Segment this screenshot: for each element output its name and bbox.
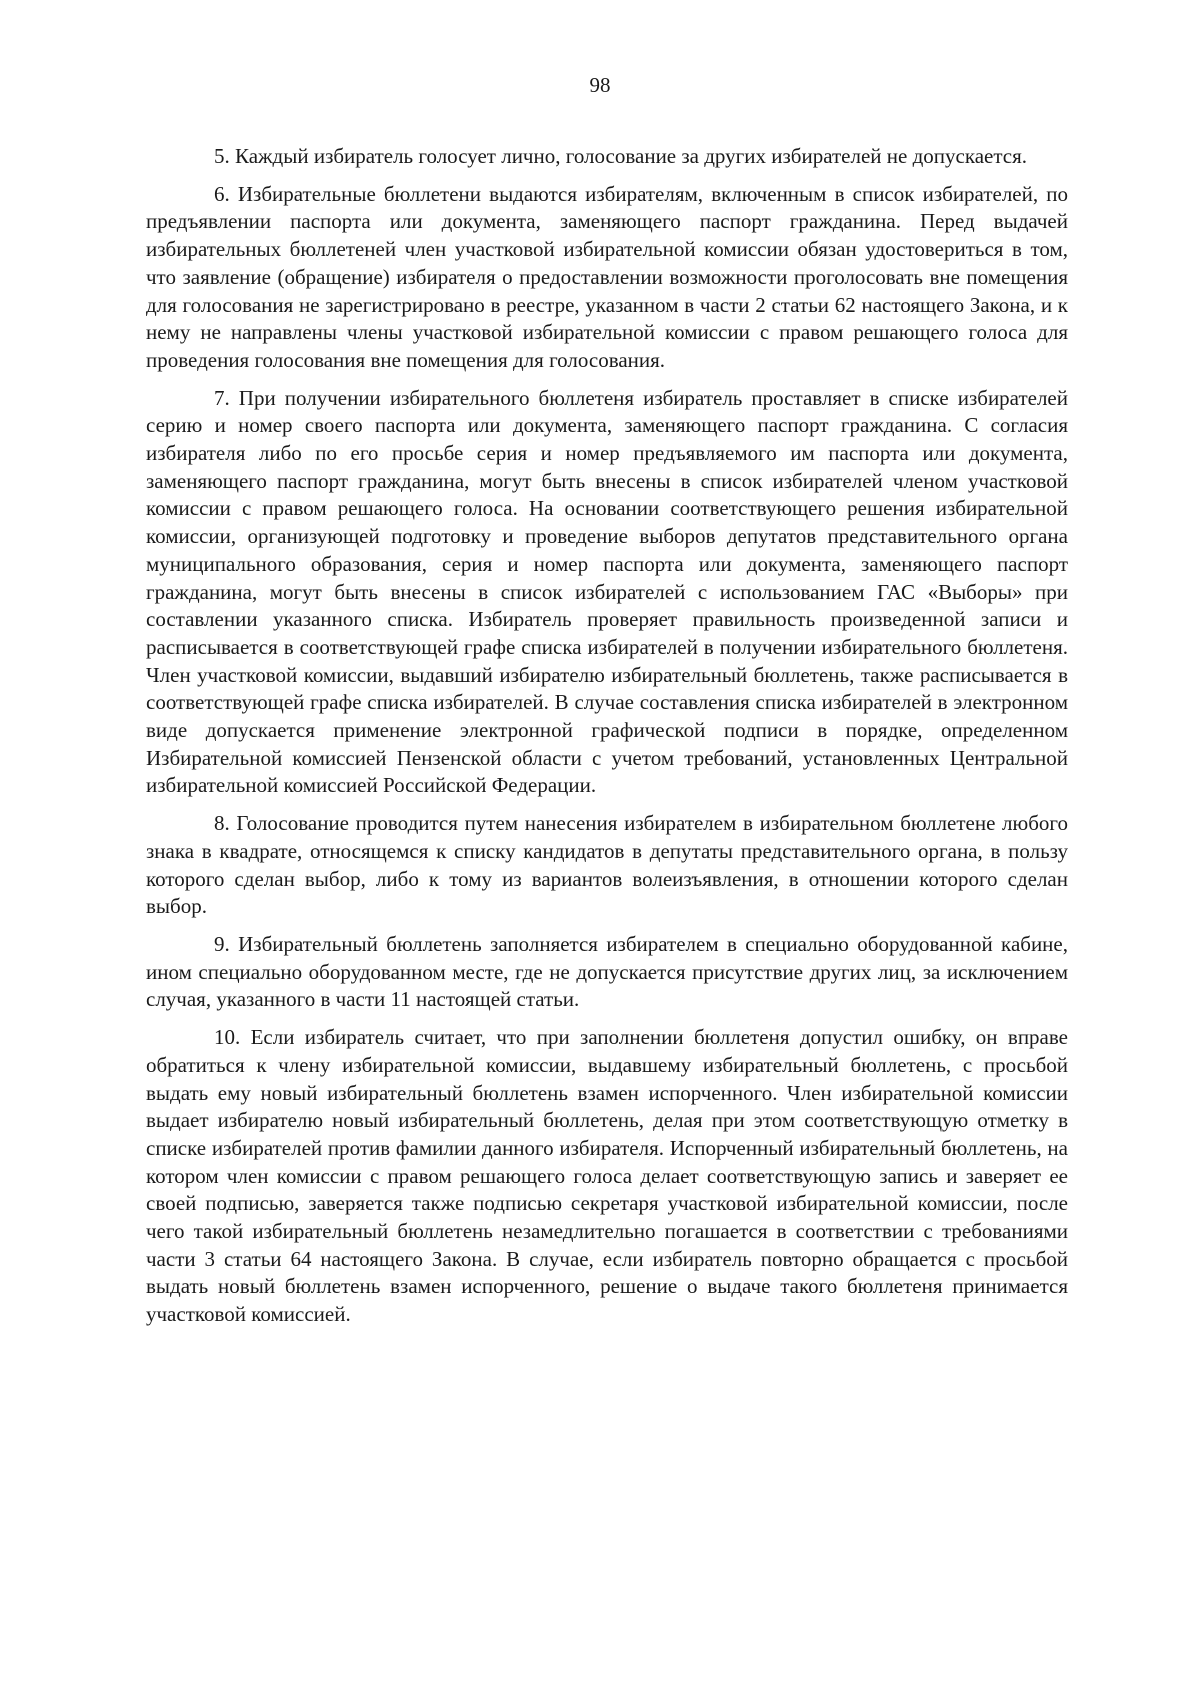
paragraph-5: 5. Каждый избиратель голосует лично, голосование за других избирателей не допускается. xyxy=(214,144,1028,168)
document-body xyxy=(146,143,1068,1339)
paragraph-8: 8. Голосование проводится путем нанесения избирателем в избирательном бюллетене любого знака в квадрате, относящемся к списку кандидатов в депутаты представительного органа, в пользу которого сделан выбор, либо к тому из вариантов волеизъявления, в отношении которого сделан выбор. xyxy=(146,811,1068,919)
paragraph-10: 10. Если избиратель считает, что при заполнении бюллетеня допустил ошибку, он вправе обратиться к члену избирательной комиссии, выдавшему избирательный бюллетень, с просьбой выдать ему новый избирательный бюллетень взамен испорченного. Член избирательной комиссии выдает избирателю новый избирательный бюллетень, делая при этом соответствующую отметку в списке избирателей против фамилии данного избирателя. Испорченный избирательный бюллетень, на котором член комиссии с правом решающего голоса делает соответствующую запись и заверяет ее своей подписью, заверяется также подписью секретаря участковой избирательной комиссии, после чего такой избирательный бюллетень незамедлительно погашается в соответствии с требованиями части 3 статьи 64 настоящего Закона. В случае, если избиратель повторно обращается с просьбой выдать новый бюллетень взамен испорченного, решение о выдаче такого бюллетеня принимается участковой комиссией. xyxy=(146,1025,1068,1327)
page-number: 98 xyxy=(589,73,611,97)
paragraph-6: 6. Избирательные бюллетени выдаются избирателям, включенным в список избирателей, по предъявлении паспорта или документа, заменяющего паспорт гражданина. Перед выдачей избирательных бюллетеней член участковой избирательной комиссии обязан удостовериться в том, что заявление (обращение) избирателя о предоставлении возможности проголосовать вне помещения для голосования не зарегистрировано в реестре, указанном в части 2 статьи 62 настоящего Закона, и к нему не направлены члены участковой избирательной комиссии с правом решающего голоса для проведения голосования вне помещения для голосования. xyxy=(146,181,1068,372)
paragraph-9: 9. Избирательный бюллетень заполняется избирателем в специально оборудованной кабине, ином специально оборудованном месте, где не допускается присутствие других лиц, за исключением случая, указанного в части 11 настоящей статьи. xyxy=(146,931,1068,1012)
paragraph-7: 7. При получении избирательного бюллетеня избиратель проставляет в списке избирателей серию и номер своего паспорта или документа, заменяющего паспорт гражданина. С согласия избирателя либо по его просьбе серия и номер предъявляемого им паспорта или документа, заменяющего паспорт гражданина, могут быть внесены в список избирателей членом участковой комиссии с правом решающего голоса. На основании соответствующего решения избирательной комиссии, организующей подготовку и проведение выборов депутатов представительного органа муниципального образования, серия и номер паспорта или документа, заменяющего паспорт гражданина, могут быть внесены в список избирателей с использованием ГАС «Выборы» при составлении указанного списка. Избиратель проверяет правильность произведенной записи и расписывается в соответствующей графе списка избирателей в получении избирательного бюллетеня. Член участковой комиссии, выдавший избирателю избирательный бюллетень, также расписывается в соответствующей графе списка избирателей. В случае составления списка избирателей в электронном виде допускается применение электронной графической подписи в порядке, определенном Избирательной комиссией Пензенской области с учетом требований, установленных Центральной избирательной комиссией Российской Федерации. xyxy=(146,385,1068,798)
